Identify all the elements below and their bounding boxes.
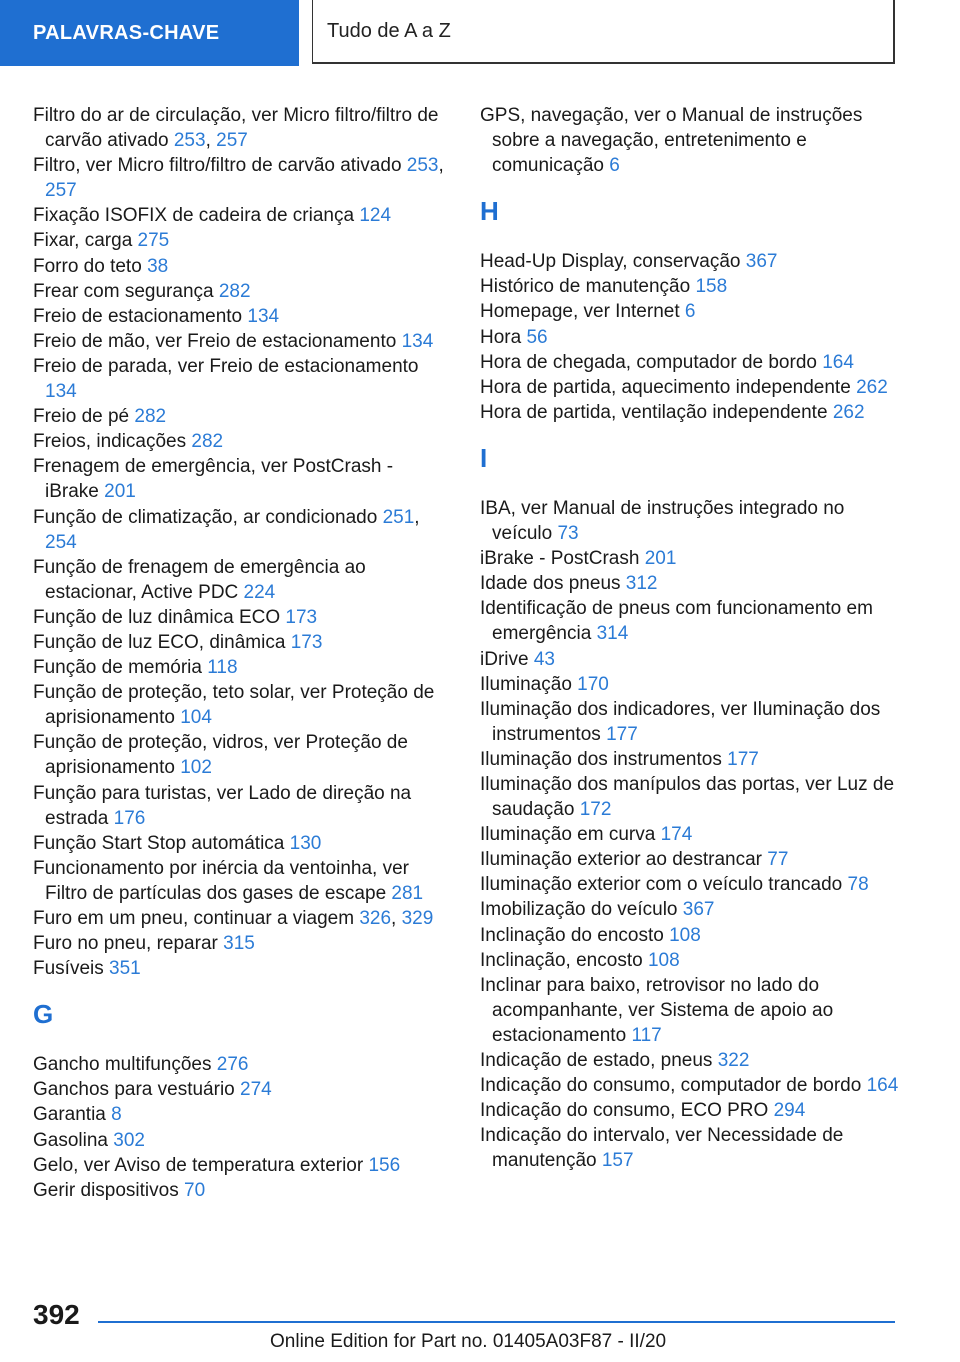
- index-entry-term: Função de luz dinâmica ECO: [33, 606, 281, 628]
- index-entry: [480, 897, 900, 922]
- page-link[interactable]: 257: [45, 180, 77, 202]
- page-link[interactable]: 326: [359, 908, 392, 929]
- index-entry: [33, 781, 449, 831]
- index-entry: [480, 847, 900, 872]
- index-entry-term: Freio de estacionamento: [33, 305, 243, 327]
- page-link[interactable]: 281: [391, 882, 424, 904]
- index-entry: Filtro do ar de circulação, ver Micro filtro/filtro de carvão ativado 253, 257: [33, 105, 439, 152]
- index-entry-term: iDrive: [480, 648, 529, 670]
- index-entry: [480, 299, 900, 324]
- index-entry-term: Iluminação exterior ao destrancar: [480, 849, 762, 871]
- index-entry: [480, 571, 900, 596]
- index-entry-term: Função de proteção, vidros, ver Proteção de aprisionamento: [33, 732, 408, 779]
- index-entry-term: Iluminação: [480, 673, 572, 695]
- index-entry-term: Garantia: [33, 1104, 106, 1126]
- index-entry-term: Funcionamento por inércia da ventoinha, ver Filtro de partículas dos gases de escape: [33, 857, 410, 904]
- page-link[interactable]: 174: [660, 824, 693, 846]
- page-link[interactable]: 158: [695, 276, 728, 298]
- index-entry: Filtro, ver Micro filtro/filtro de carvão ativado 253, 257: [33, 155, 444, 202]
- index-entry: [33, 228, 449, 253]
- index-entry: [33, 1128, 449, 1153]
- page-link[interactable]: 282: [134, 406, 167, 428]
- index-entry-term: Freio de mão, ver Freio de estacionamento: [33, 330, 397, 352]
- index-entry: [480, 772, 900, 822]
- page-link[interactable]: 315: [223, 933, 255, 955]
- page-link[interactable]: 78: [847, 874, 869, 896]
- page-link[interactable]: 351: [109, 958, 141, 980]
- index-entry-term: Iluminação dos instrumentos: [480, 748, 722, 770]
- page-link[interactable]: 43: [533, 648, 555, 670]
- index-entry-term: Hora: [480, 326, 522, 348]
- page-link[interactable]: 134: [247, 305, 280, 327]
- page-link[interactable]: 134: [45, 381, 77, 403]
- index-entry: [480, 923, 900, 948]
- page-link[interactable]: 102: [180, 757, 212, 779]
- page-link[interactable]: 170: [577, 673, 609, 695]
- index-entry: [480, 1098, 900, 1123]
- page-link[interactable]: 294: [773, 1100, 806, 1122]
- page-link[interactable]: 276: [216, 1054, 249, 1076]
- index-entry: [480, 697, 900, 747]
- page-link[interactable]: 177: [727, 748, 759, 770]
- index-entry: [480, 672, 900, 697]
- index-entry: [480, 103, 900, 178]
- index-entry: [480, 1048, 900, 1073]
- index-entry-term: Furo em um pneu, continuar a viagem: [33, 908, 355, 929]
- index-entry: [480, 872, 900, 897]
- index-entry-term: Indicação do consumo, computador de bordo: [480, 1075, 862, 1097]
- index-entry: [33, 1153, 449, 1178]
- page-link[interactable]: 329: [401, 908, 434, 929]
- index-entry: [33, 1102, 449, 1127]
- index-entry: [480, 948, 900, 973]
- tab-tudo-de-a-a-z[interactable]: Tudo de A a Z: [312, 0, 895, 64]
- section-letter: H: [480, 196, 499, 227]
- index-entry: [480, 596, 900, 646]
- page-link[interactable]: 77: [767, 849, 789, 871]
- page-link[interactable]: 156: [368, 1154, 401, 1176]
- page-link[interactable]: 176: [113, 807, 146, 829]
- index-entry: [33, 429, 449, 454]
- index-entry-term: Gancho multifunções: [33, 1054, 212, 1076]
- page-link[interactable]: 108: [647, 949, 680, 971]
- index-entry: [33, 856, 449, 906]
- page-link[interactable]: 104: [180, 707, 212, 729]
- index-entry: [33, 605, 449, 630]
- index-entry: [33, 279, 449, 304]
- page-link[interactable]: 6: [609, 155, 620, 177]
- index-entry-term: Iluminação dos manípulos das portas, ver Luz de saudação: [480, 773, 895, 821]
- index-entry: Furo em um pneu, continuar a viagem 326, 329: [33, 908, 434, 929]
- index-entry-term: Indicação do consumo, ECO PRO: [480, 1100, 769, 1122]
- index-entry: [33, 329, 449, 354]
- index-entry: [480, 274, 900, 299]
- index-entry-term: Função de frenagem de emergência ao estacionar, Active PDC: [33, 556, 366, 603]
- index-entry: [33, 354, 449, 404]
- index-entry-term: Frenagem de emergência, ver PostCrash - iBrake: [33, 456, 394, 503]
- page-link[interactable]: 177: [606, 723, 638, 745]
- page-link[interactable]: 224: [243, 581, 276, 603]
- index-entry-term: Gerir dispositivos: [33, 1179, 179, 1201]
- index-entry: [33, 555, 449, 605]
- page-link[interactable]: 367: [745, 251, 778, 273]
- index-entry: [33, 254, 449, 279]
- page-link[interactable]: 201: [644, 548, 677, 570]
- index-entry-term: Fusíveis: [33, 958, 104, 980]
- page-link[interactable]: 164: [866, 1075, 899, 1097]
- index-entry-term: Homepage, ver Internet: [480, 301, 680, 323]
- index-entry-term: Head-Up Display, conservação: [480, 251, 741, 273]
- section-letter: G: [33, 999, 54, 1030]
- index-entry-term: Fixação ISOFIX de cadeira de criança: [33, 205, 355, 227]
- index-entry-term: Inclinação, encosto: [480, 949, 643, 971]
- page-link[interactable]: 314: [596, 623, 629, 645]
- index-entry: [480, 350, 900, 375]
- index-entry: [480, 647, 900, 672]
- index-entry: [33, 655, 449, 680]
- index-entry-term: Filtro do ar de circulação, ver Micro filtro/filtro de carvão ativado: [33, 105, 439, 152]
- page-link[interactable]: 322: [717, 1050, 750, 1071]
- index-entry: [480, 1123, 900, 1173]
- index-entry-term: Identificação de pneus com funcionamento em emergência: [480, 598, 873, 645]
- index-entry-term: Função de luz ECO, dinâmica: [33, 631, 286, 653]
- index-entry: [33, 203, 449, 228]
- index-entry: [33, 404, 449, 429]
- page-link[interactable]: 157: [601, 1150, 634, 1172]
- index-column-left: [33, 103, 449, 1203]
- index-entry: [480, 400, 900, 425]
- page-link[interactable]: 282: [218, 280, 251, 302]
- index-entry-term: IBA, ver Manual de instruções integrado no veículo: [480, 497, 845, 545]
- index-entry-term: Fixar, carga: [33, 230, 133, 252]
- page-link[interactable]: 130: [289, 832, 322, 854]
- page-link[interactable]: 254: [45, 531, 77, 553]
- page-link[interactable]: 262: [832, 401, 865, 423]
- page-link[interactable]: 38: [147, 255, 169, 277]
- page-link[interactable]: 124: [359, 205, 392, 227]
- page-link[interactable]: 282: [191, 431, 224, 453]
- index-entry: Função de climatização, ar condicionado 251, 254: [33, 506, 420, 553]
- index-entry-term: Ganchos para vestuário: [33, 1079, 235, 1101]
- index-entry-term: Frear com segurança: [33, 280, 214, 302]
- index-entry-term: Iluminação dos indicadores, ver Iluminação dos instrumentos: [480, 698, 881, 745]
- section-letter: I: [480, 442, 488, 473]
- index-entry: [33, 1052, 449, 1077]
- page-link[interactable]: 8: [111, 1104, 122, 1126]
- index-entry-term: Iluminação exterior com o veículo trancado: [480, 874, 843, 896]
- index-entry-term: Freio de parada, ver Freio de estacionamento: [33, 355, 419, 377]
- index-entry-term: Iluminação em curva: [480, 824, 656, 846]
- page-link[interactable]: 70: [184, 1179, 206, 1201]
- page-link[interactable]: 118: [207, 657, 238, 679]
- index-entry: [33, 956, 449, 981]
- index-entry: [33, 630, 449, 655]
- index-entry-term: Inclinar para baixo, retrovisor no lado do acompanhante, ver Sistema de apoio ao estacionamento: [480, 974, 834, 1046]
- index-entry: [33, 730, 449, 780]
- index-entry: [33, 304, 449, 329]
- index-entry-term: Idade dos pneus: [480, 573, 621, 595]
- page-link[interactable]: 6: [684, 301, 696, 323]
- index-entry-term: Forro do teto: [33, 255, 142, 277]
- index-entry-term: Imobilização do veículo: [480, 899, 678, 921]
- index-entry: [480, 375, 900, 400]
- page-link[interactable]: 251: [382, 506, 415, 528]
- page-link[interactable]: 108: [669, 924, 701, 946]
- index-entry-term: Filtro, ver Micro filtro/filtro de carvão ativado: [33, 155, 402, 177]
- index-entry-term: Função de memória: [33, 657, 202, 679]
- index-entry: [480, 747, 900, 772]
- index-entry-term: Hora de partida, ventilação independente: [480, 401, 828, 423]
- index-entry-term: Freio de pé: [33, 406, 130, 428]
- footer-divider: [98, 1321, 895, 1323]
- index-entry-term: iBrake - PostCrash: [480, 548, 640, 570]
- page-link[interactable]: 367: [682, 899, 715, 921]
- index-entry-term: Indicação do intervalo, ver Necessidade de manutenção: [480, 1125, 844, 1172]
- index-entry: [480, 546, 900, 571]
- page-link[interactable]: 253: [406, 155, 439, 177]
- index-entry-term: Freios, indicações: [33, 431, 187, 453]
- page-link[interactable]: 73: [557, 523, 579, 545]
- index-entry-term: Furo no pneu, reparar: [33, 933, 218, 955]
- index-entry: [480, 325, 900, 350]
- tab-palavras-chave[interactable]: PALAVRAS-CHAVE: [0, 0, 299, 66]
- page-link[interactable]: 253: [173, 130, 206, 152]
- page-link[interactable]: 56: [526, 326, 548, 348]
- index-entry-term: Gasolina: [33, 1129, 108, 1151]
- page-link[interactable]: 164: [822, 351, 854, 373]
- page-link[interactable]: 262: [856, 376, 888, 398]
- page-link[interactable]: 201: [104, 481, 136, 503]
- index-entry-term: Inclinação do encosto: [480, 924, 664, 946]
- page-link[interactable]: 275: [137, 230, 170, 252]
- index-entry-term: Função Start Stop automática: [33, 832, 285, 854]
- index-entry: [33, 831, 449, 856]
- page-link[interactable]: 173: [285, 606, 318, 628]
- index-entry: [480, 249, 900, 274]
- index-entry: [33, 680, 449, 730]
- index-entry-term: Função de climatização, ar condicionado: [33, 506, 378, 528]
- page-link[interactable]: 274: [240, 1079, 272, 1101]
- index-entry: [480, 822, 900, 847]
- index-entry-term: Histórico de manutenção: [480, 276, 691, 298]
- page-number: 392: [33, 1299, 80, 1330]
- page-link[interactable]: 302: [113, 1129, 145, 1151]
- header: [0, 0, 960, 66]
- index-entry-term: Gelo, ver Aviso de temperatura exterior: [33, 1154, 364, 1176]
- index-entry: [480, 496, 900, 546]
- page-link[interactable]: 173: [290, 631, 323, 653]
- edition-footer: Online Edition for Part no. 01405A03F87 - II/20: [270, 1331, 667, 1352]
- page-link[interactable]: 134: [401, 330, 434, 352]
- index-entry-term: GPS, navegação, ver o Manual de instruções sobre a navegação, entretenimento e comunicação: [480, 105, 863, 177]
- index-column-right: [480, 103, 900, 1173]
- page-link[interactable]: 117: [631, 1024, 662, 1046]
- index-entry: [33, 1077, 449, 1102]
- page-link[interactable]: 312: [625, 573, 658, 595]
- index-entry: [33, 454, 449, 504]
- index-entry: [33, 1178, 449, 1203]
- index-entry-term: Hora de chegada, computador de bordo: [480, 351, 817, 373]
- index-entry: [480, 1073, 900, 1098]
- index-entry-term: Função para turistas, ver Lado de direção na estrada: [33, 782, 412, 829]
- index-entry-term: Hora de partida, aquecimento independente: [480, 376, 851, 398]
- index-entry-term: Função de proteção, teto solar, ver Proteção de aprisionamento: [33, 682, 435, 729]
- index-entry: [33, 931, 449, 956]
- index-entry-term: Indicação de estado, pneus: [480, 1050, 713, 1071]
- index-entry: [480, 973, 900, 1048]
- page-link[interactable]: 257: [216, 130, 248, 152]
- page-link[interactable]: 172: [579, 799, 612, 821]
